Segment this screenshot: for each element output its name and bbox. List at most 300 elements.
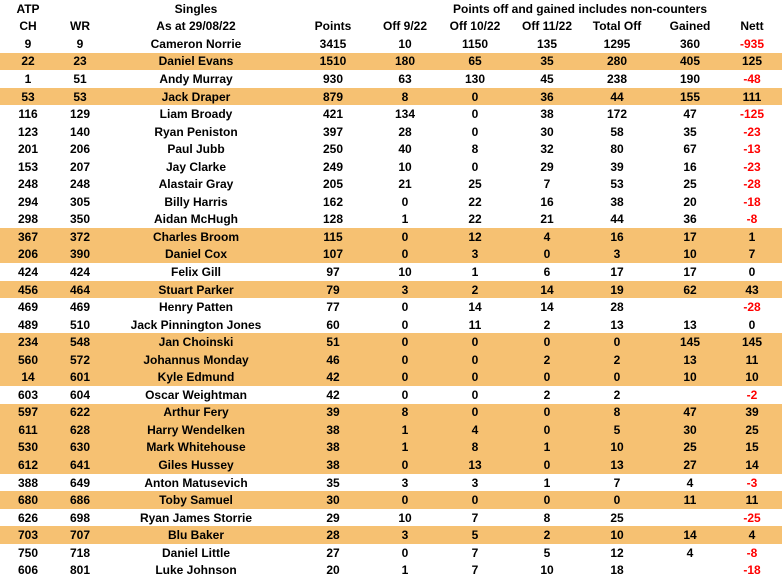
cell-off-10-22[interactable]: 0 xyxy=(471,124,479,139)
cell-off-11-22[interactable]: 6 xyxy=(543,264,551,279)
cell-total-off[interactable]: 0 xyxy=(613,493,621,508)
cell-points[interactable]: 249 xyxy=(322,159,344,174)
cell-ch[interactable]: 22 xyxy=(21,54,35,69)
cell-points[interactable]: 879 xyxy=(322,89,344,104)
cell-nett[interactable]: 1 xyxy=(748,229,756,244)
cell-nett[interactable]: -935 xyxy=(739,36,765,51)
cell-player-name[interactable]: Giles Hussey xyxy=(158,457,234,472)
cell-points[interactable]: 38 xyxy=(326,457,340,472)
cell-ch[interactable]: 456 xyxy=(17,282,39,297)
cell-off-11-22[interactable]: 7 xyxy=(543,177,551,192)
cell-points[interactable]: 128 xyxy=(322,212,344,227)
column-header-total-off[interactable]: Total Off xyxy=(592,19,642,34)
cell-off-11-22[interactable]: 30 xyxy=(540,124,554,139)
cell-off-9-22[interactable]: 1 xyxy=(401,563,409,578)
cell-off-10-22[interactable]: 0 xyxy=(471,335,479,350)
cell-off-9-22[interactable]: 0 xyxy=(401,194,409,209)
cell-nett[interactable]: -48 xyxy=(743,71,761,86)
cell-gained[interactable]: 36 xyxy=(683,212,697,227)
cell-off-9-22[interactable]: 0 xyxy=(401,457,409,472)
cell-off-11-22[interactable]: 2 xyxy=(543,528,551,543)
cell-nett[interactable]: 125 xyxy=(741,54,763,69)
cell-nett[interactable]: -25 xyxy=(743,510,761,525)
cell-points[interactable]: 38 xyxy=(326,440,340,455)
cell-off-9-22[interactable]: 63 xyxy=(398,71,412,86)
cell-nett[interactable]: 43 xyxy=(745,282,759,297)
cell-points[interactable]: 28 xyxy=(326,528,340,543)
cell-gained[interactable]: 17 xyxy=(683,229,697,244)
cell-nett[interactable]: 14 xyxy=(745,457,759,472)
cell-total-off[interactable]: 172 xyxy=(606,107,628,122)
cell-points[interactable]: 42 xyxy=(326,387,340,402)
cell-off-10-22[interactable]: 22 xyxy=(468,212,482,227)
cell-wr[interactable]: 572 xyxy=(69,352,91,367)
header-atp-label[interactable]: ATP xyxy=(16,1,40,16)
cell-points[interactable]: 97 xyxy=(326,264,340,279)
cell-total-off[interactable]: 17 xyxy=(610,264,624,279)
cell-points[interactable]: 205 xyxy=(322,177,344,192)
cell-gained[interactable]: 27 xyxy=(683,457,697,472)
cell-total-off[interactable]: 12 xyxy=(610,545,624,560)
cell-off-9-22[interactable]: 10 xyxy=(398,159,412,174)
cell-nett[interactable]: -125 xyxy=(739,107,765,122)
cell-nett[interactable]: 25 xyxy=(745,422,759,437)
cell-gained[interactable]: 16 xyxy=(683,159,697,174)
cell-off-9-22[interactable]: 8 xyxy=(401,89,409,104)
cell-nett[interactable]: -8 xyxy=(746,545,758,560)
cell-points[interactable]: 51 xyxy=(326,335,340,350)
cell-player-name[interactable]: Blu Baker xyxy=(167,528,225,543)
cell-points[interactable]: 39 xyxy=(326,405,340,420)
cell-points[interactable]: 115 xyxy=(323,229,343,244)
cell-ch[interactable]: 234 xyxy=(17,335,39,350)
cell-off-10-22[interactable]: 13 xyxy=(468,457,482,472)
cell-points[interactable]: 930 xyxy=(322,71,344,86)
cell-ch[interactable]: 123 xyxy=(17,124,39,139)
cell-off-9-22[interactable]: 3 xyxy=(401,282,409,297)
cell-wr[interactable]: 129 xyxy=(69,107,91,122)
cell-ch[interactable]: 53 xyxy=(21,89,35,104)
cell-off-11-22[interactable]: 0 xyxy=(543,493,551,508)
cell-ch[interactable]: 424 xyxy=(17,264,39,279)
cell-off-10-22[interactable]: 22 xyxy=(468,194,482,209)
cell-nett[interactable]: -28 xyxy=(743,300,761,315)
cell-ch[interactable]: 626 xyxy=(17,510,39,525)
cell-player-name[interactable]: Henry Patten xyxy=(158,300,234,315)
cell-ch[interactable]: 680 xyxy=(17,493,39,508)
cell-player-name[interactable]: Billy Harris xyxy=(164,194,228,209)
cell-gained[interactable]: 62 xyxy=(683,282,697,297)
header-banner-note[interactable]: Points off and gained includes non-counters xyxy=(452,1,707,16)
cell-total-off[interactable]: 19 xyxy=(610,282,624,297)
cell-nett[interactable]: 39 xyxy=(745,405,759,420)
cell-total-off[interactable]: 39 xyxy=(610,159,624,174)
cell-player-name[interactable]: Ryan James Storrie xyxy=(139,510,253,525)
cell-wr[interactable]: 548 xyxy=(69,335,91,350)
cell-ch[interactable]: 9 xyxy=(24,36,32,51)
cell-off-11-22[interactable]: 0 xyxy=(543,370,551,385)
cell-points[interactable]: 29 xyxy=(326,510,340,525)
cell-off-9-22[interactable]: 0 xyxy=(401,335,409,350)
cell-off-11-22[interactable]: 8 xyxy=(543,510,551,525)
cell-total-off[interactable]: 3 xyxy=(613,247,621,262)
cell-off-11-22[interactable]: 21 xyxy=(540,212,554,227)
cell-ch[interactable]: 248 xyxy=(17,177,39,192)
cell-wr[interactable]: 51 xyxy=(73,71,87,86)
cell-nett[interactable]: -8 xyxy=(746,212,758,227)
column-header-off-11-22[interactable]: Off 11/22 xyxy=(521,19,573,34)
cell-ch[interactable]: 469 xyxy=(17,300,39,315)
cell-gained[interactable]: 35 xyxy=(683,124,697,139)
cell-player-name[interactable]: Paul Jubb xyxy=(167,142,225,157)
cell-gained[interactable]: 10 xyxy=(683,247,697,262)
cell-player-name[interactable]: Jan Choinski xyxy=(158,335,234,350)
cell-ch[interactable]: 606 xyxy=(17,563,39,578)
cell-nett[interactable]: 7 xyxy=(748,247,756,262)
cell-points[interactable]: 46 xyxy=(326,352,340,367)
cell-off-11-22[interactable]: 38 xyxy=(540,107,554,122)
cell-off-11-22[interactable]: 16 xyxy=(540,194,554,209)
cell-off-11-22[interactable]: 35 xyxy=(540,54,554,69)
cell-off-9-22[interactable]: 1 xyxy=(401,212,409,227)
cell-player-name[interactable]: Johannus Monday xyxy=(143,352,249,367)
cell-total-off[interactable]: 44 xyxy=(610,212,624,227)
cell-total-off[interactable]: 5 xyxy=(613,422,621,437)
cell-wr[interactable]: 206 xyxy=(69,142,91,157)
cell-nett[interactable]: -23 xyxy=(743,159,761,174)
cell-points[interactable]: 30 xyxy=(326,493,340,508)
cell-points[interactable]: 107 xyxy=(322,247,344,262)
cell-wr[interactable]: 686 xyxy=(69,493,91,508)
cell-wr[interactable]: 23 xyxy=(73,54,87,69)
cell-player-name[interactable]: Aidan McHugh xyxy=(154,212,238,227)
cell-gained[interactable]: 11 xyxy=(683,493,697,508)
cell-off-10-22[interactable]: 8 xyxy=(471,142,479,157)
cell-off-9-22[interactable]: 0 xyxy=(401,300,409,315)
cell-off-10-22[interactable]: 4 xyxy=(471,422,479,437)
cell-wr[interactable]: 707 xyxy=(69,528,91,543)
cell-off-9-22[interactable]: 0 xyxy=(401,317,409,332)
cell-off-11-22[interactable]: 45 xyxy=(540,71,554,86)
cell-total-off[interactable]: 53 xyxy=(610,177,624,192)
cell-off-9-22[interactable]: 0 xyxy=(401,545,409,560)
cell-off-9-22[interactable]: 0 xyxy=(401,247,409,262)
cell-player-name[interactable]: Harry Wendelken xyxy=(147,422,245,437)
cell-off-9-22[interactable]: 8 xyxy=(401,405,409,420)
cell-off-10-22[interactable]: 1150 xyxy=(461,36,489,51)
cell-points[interactable]: 3415 xyxy=(319,36,347,51)
cell-player-name[interactable]: Oscar Weightman xyxy=(145,387,247,402)
cell-off-11-22[interactable]: 14 xyxy=(540,300,554,315)
cell-total-off[interactable]: 1295 xyxy=(603,36,631,51)
cell-nett[interactable]: -2 xyxy=(746,387,758,402)
cell-wr[interactable]: 649 xyxy=(69,475,91,490)
cell-ch[interactable]: 1 xyxy=(24,71,32,86)
cell-player-name[interactable]: Arthur Fery xyxy=(163,405,229,420)
cell-off-9-22[interactable]: 10 xyxy=(398,36,412,51)
cell-off-10-22[interactable]: 11 xyxy=(468,317,482,332)
cell-gained[interactable]: 25 xyxy=(683,440,697,455)
cell-points[interactable]: 35 xyxy=(326,475,340,490)
cell-gained[interactable]: 155 xyxy=(679,89,701,104)
cell-total-off[interactable]: 13 xyxy=(610,317,624,332)
cell-wr[interactable]: 630 xyxy=(69,440,91,455)
cell-ch[interactable]: 603 xyxy=(17,387,39,402)
cell-total-off[interactable]: 10 xyxy=(610,440,624,455)
cell-ch[interactable]: 703 xyxy=(17,528,39,543)
cell-off-9-22[interactable]: 0 xyxy=(401,352,409,367)
cell-off-11-22[interactable]: 0 xyxy=(543,405,551,420)
cell-player-name[interactable]: Kyle Edmund xyxy=(157,370,235,385)
cell-gained[interactable]: 20 xyxy=(683,194,697,209)
cell-player-name[interactable]: Jack Pinnington Jones xyxy=(130,317,262,332)
cell-ch[interactable]: 388 xyxy=(17,475,39,490)
cell-ch[interactable]: 560 xyxy=(17,352,39,367)
cell-off-10-22[interactable]: 25 xyxy=(468,177,482,192)
cell-off-10-22[interactable]: 3 xyxy=(471,475,479,490)
cell-off-10-22[interactable]: 0 xyxy=(471,370,479,385)
cell-off-10-22[interactable]: 0 xyxy=(471,493,479,508)
cell-off-11-22[interactable]: 36 xyxy=(540,89,554,104)
cell-total-off[interactable]: 44 xyxy=(610,89,624,104)
cell-player-name[interactable]: Andy Murray xyxy=(159,71,233,86)
cell-wr[interactable]: 801 xyxy=(69,563,91,578)
cell-player-name[interactable]: Ryan Peniston xyxy=(154,124,238,139)
cell-gained[interactable]: 145 xyxy=(679,335,701,350)
cell-ch[interactable]: 611 xyxy=(18,422,38,437)
cell-total-off[interactable]: 280 xyxy=(606,54,628,69)
cell-wr[interactable]: 628 xyxy=(69,422,91,437)
cell-points[interactable]: 162 xyxy=(322,194,344,209)
cell-off-11-22[interactable]: 5 xyxy=(543,545,551,560)
cell-off-9-22[interactable]: 180 xyxy=(394,54,416,69)
cell-nett[interactable]: -28 xyxy=(743,177,761,192)
column-header-points[interactable]: Points xyxy=(314,19,352,34)
cell-off-10-22[interactable]: 7 xyxy=(471,545,479,560)
cell-off-9-22[interactable]: 1 xyxy=(401,440,409,455)
column-header-off-10-22[interactable]: Off 10/22 xyxy=(449,19,501,34)
cell-gained[interactable]: 30 xyxy=(683,422,697,437)
cell-off-11-22[interactable]: 4 xyxy=(543,229,551,244)
cell-player-name[interactable]: Felix Gill xyxy=(170,264,221,279)
cell-gained[interactable]: 14 xyxy=(683,528,697,543)
cell-player-name[interactable]: Liam Broady xyxy=(159,107,233,122)
cell-gained[interactable]: 47 xyxy=(683,107,697,122)
cell-ch[interactable]: 298 xyxy=(17,212,39,227)
cell-gained[interactable]: 17 xyxy=(683,264,697,279)
cell-off-10-22[interactable]: 0 xyxy=(471,387,479,402)
cell-off-9-22[interactable]: 28 xyxy=(398,124,412,139)
cell-ch[interactable]: 489 xyxy=(17,317,39,332)
cell-points[interactable]: 79 xyxy=(326,282,340,297)
cell-nett[interactable]: 4 xyxy=(748,528,756,543)
cell-player-name[interactable]: Mark Whitehouse xyxy=(146,440,246,455)
cell-gained[interactable]: 360 xyxy=(679,36,701,51)
cell-off-11-22[interactable]: 2 xyxy=(543,387,551,402)
cell-gained[interactable]: 10 xyxy=(683,370,697,385)
cell-player-name[interactable]: Alastair Gray xyxy=(158,177,234,192)
cell-wr[interactable]: 390 xyxy=(69,247,91,262)
cell-off-11-22[interactable]: 0 xyxy=(543,247,551,262)
cell-nett[interactable]: 15 xyxy=(745,440,759,455)
cell-wr[interactable]: 305 xyxy=(69,194,91,209)
column-header-off-9-22[interactable]: Off 9/22 xyxy=(382,19,427,34)
cell-off-9-22[interactable]: 10 xyxy=(398,510,412,525)
cell-off-10-22[interactable]: 0 xyxy=(471,405,479,420)
cell-wr[interactable]: 207 xyxy=(69,159,91,174)
cell-off-11-22[interactable]: 0 xyxy=(543,335,551,350)
cell-nett[interactable]: 11 xyxy=(745,352,759,367)
column-header-as-at-date[interactable]: As at 29/08/22 xyxy=(156,19,236,34)
cell-nett[interactable]: 10 xyxy=(745,370,759,385)
cell-wr[interactable]: 140 xyxy=(69,124,91,139)
cell-off-10-22[interactable]: 5 xyxy=(471,528,479,543)
cell-player-name[interactable]: Daniel Evans xyxy=(158,54,234,69)
cell-total-off[interactable]: 2 xyxy=(613,352,621,367)
cell-gained[interactable]: 13 xyxy=(683,317,697,332)
cell-nett[interactable]: -3 xyxy=(746,475,758,490)
cell-wr[interactable]: 622 xyxy=(69,405,91,420)
cell-off-10-22[interactable]: 7 xyxy=(471,563,479,578)
cell-wr[interactable]: 424 xyxy=(69,264,91,279)
cell-points[interactable]: 1510 xyxy=(319,54,347,69)
cell-points[interactable]: 421 xyxy=(322,107,344,122)
cell-ch[interactable]: 294 xyxy=(17,194,39,209)
cell-off-9-22[interactable]: 21 xyxy=(398,177,412,192)
cell-total-off[interactable]: 7 xyxy=(613,475,621,490)
cell-off-9-22[interactable]: 0 xyxy=(401,370,409,385)
cell-nett[interactable]: 145 xyxy=(741,335,763,350)
cell-ch[interactable]: 530 xyxy=(17,440,39,455)
cell-ch[interactable]: 597 xyxy=(17,405,39,420)
cell-ch[interactable]: 367 xyxy=(17,229,39,244)
cell-total-off[interactable]: 0 xyxy=(613,370,621,385)
cell-wr[interactable]: 641 xyxy=(69,457,91,472)
cell-player-name[interactable]: Stuart Parker xyxy=(158,282,234,297)
header-singles-label[interactable]: Singles xyxy=(174,1,218,16)
cell-points[interactable]: 27 xyxy=(326,545,340,560)
column-header-ch[interactable]: CH xyxy=(19,19,37,34)
cell-total-off[interactable]: 38 xyxy=(610,194,624,209)
cell-off-9-22[interactable]: 1 xyxy=(401,422,409,437)
cell-ch[interactable]: 153 xyxy=(17,159,39,174)
cell-player-name[interactable]: Jack Draper xyxy=(161,89,231,104)
cell-wr[interactable]: 510 xyxy=(69,317,91,332)
cell-nett[interactable]: -13 xyxy=(743,142,761,157)
cell-wr[interactable]: 9 xyxy=(76,36,84,51)
cell-player-name[interactable]: Daniel Little xyxy=(161,545,230,560)
cell-off-10-22[interactable]: 12 xyxy=(468,229,482,244)
cell-off-10-22[interactable]: 0 xyxy=(471,107,479,122)
cell-off-10-22[interactable]: 0 xyxy=(471,159,479,174)
cell-off-11-22[interactable]: 10 xyxy=(540,563,554,578)
cell-wr[interactable]: 372 xyxy=(69,229,91,244)
cell-nett[interactable]: -23 xyxy=(743,124,761,139)
cell-gained[interactable]: 67 xyxy=(683,142,697,157)
cell-wr[interactable]: 604 xyxy=(69,387,91,402)
cell-total-off[interactable]: 25 xyxy=(610,510,624,525)
cell-off-10-22[interactable]: 0 xyxy=(471,89,479,104)
cell-gained[interactable]: 4 xyxy=(686,545,694,560)
cell-points[interactable]: 77 xyxy=(326,300,340,315)
cell-off-11-22[interactable]: 0 xyxy=(543,422,551,437)
cell-wr[interactable]: 469 xyxy=(69,300,91,315)
column-header-gained[interactable]: Gained xyxy=(669,19,711,34)
cell-off-11-22[interactable]: 1 xyxy=(543,440,551,455)
cell-off-9-22[interactable]: 10 xyxy=(398,264,412,279)
cell-player-name[interactable]: Daniel Cox xyxy=(164,247,227,262)
cell-off-11-22[interactable]: 32 xyxy=(540,142,554,157)
cell-wr[interactable]: 248 xyxy=(69,177,91,192)
cell-wr[interactable]: 53 xyxy=(73,89,87,104)
cell-off-11-22[interactable]: 0 xyxy=(543,457,551,472)
cell-wr[interactable]: 698 xyxy=(69,510,91,525)
cell-off-10-22[interactable]: 7 xyxy=(471,510,479,525)
cell-ch[interactable]: 14 xyxy=(21,370,35,385)
cell-points[interactable]: 20 xyxy=(326,563,340,578)
cell-player-name[interactable]: Luke Johnson xyxy=(155,563,237,578)
cell-off-10-22[interactable]: 14 xyxy=(468,300,482,315)
cell-off-11-22[interactable]: 135 xyxy=(536,36,558,51)
cell-off-10-22[interactable]: 3 xyxy=(471,247,479,262)
cell-off-9-22[interactable]: 3 xyxy=(401,528,409,543)
cell-player-name[interactable]: Cameron Norrie xyxy=(150,36,242,51)
cell-ch[interactable]: 201 xyxy=(17,142,39,157)
cell-ch[interactable]: 750 xyxy=(17,545,39,560)
cell-player-name[interactable]: Charles Broom xyxy=(152,229,240,244)
cell-total-off[interactable]: 13 xyxy=(610,457,624,472)
cell-total-off[interactable]: 16 xyxy=(610,229,624,244)
cell-off-10-22[interactable]: 8 xyxy=(471,440,479,455)
cell-off-10-22[interactable]: 2 xyxy=(471,282,479,297)
cell-points[interactable]: 397 xyxy=(322,124,344,139)
cell-gained[interactable]: 13 xyxy=(683,352,697,367)
cell-gained[interactable]: 190 xyxy=(679,71,701,86)
cell-total-off[interactable]: 10 xyxy=(610,528,624,543)
cell-total-off[interactable]: 0 xyxy=(613,335,621,350)
cell-off-9-22[interactable]: 40 xyxy=(398,142,412,157)
cell-gained[interactable]: 25 xyxy=(683,177,697,192)
cell-nett[interactable]: 0 xyxy=(748,317,756,332)
cell-total-off[interactable]: 80 xyxy=(610,142,624,157)
cell-player-name[interactable]: Anton Matusevich xyxy=(144,475,248,490)
cell-gained[interactable]: 47 xyxy=(683,405,697,420)
cell-nett[interactable]: -18 xyxy=(743,194,761,209)
cell-off-10-22[interactable]: 65 xyxy=(468,54,482,69)
cell-off-9-22[interactable]: 134 xyxy=(394,107,416,122)
cell-total-off[interactable]: 8 xyxy=(613,405,621,420)
cell-off-10-22[interactable]: 0 xyxy=(471,352,479,367)
cell-points[interactable]: 42 xyxy=(326,370,340,385)
cell-ch[interactable]: 116 xyxy=(18,107,38,122)
cell-points[interactable]: 250 xyxy=(322,142,344,157)
cell-ch[interactable]: 612 xyxy=(17,457,39,472)
cell-player-name[interactable]: Jay Clarke xyxy=(165,159,227,174)
cell-points[interactable]: 38 xyxy=(326,422,340,437)
cell-wr[interactable]: 718 xyxy=(69,545,91,560)
cell-nett[interactable]: 11 xyxy=(745,493,759,508)
cell-ch[interactable]: 206 xyxy=(17,247,39,262)
cell-off-9-22[interactable]: 0 xyxy=(401,387,409,402)
cell-nett[interactable]: 0 xyxy=(748,264,756,279)
cell-points[interactable]: 60 xyxy=(326,317,340,332)
cell-gained[interactable]: 4 xyxy=(686,475,694,490)
cell-nett[interactable]: 111 xyxy=(742,89,762,104)
cell-off-9-22[interactable]: 0 xyxy=(401,493,409,508)
cell-off-9-22[interactable]: 0 xyxy=(401,229,409,244)
column-header-nett[interactable]: Nett xyxy=(740,19,764,34)
cell-off-10-22[interactable]: 130 xyxy=(464,71,486,86)
